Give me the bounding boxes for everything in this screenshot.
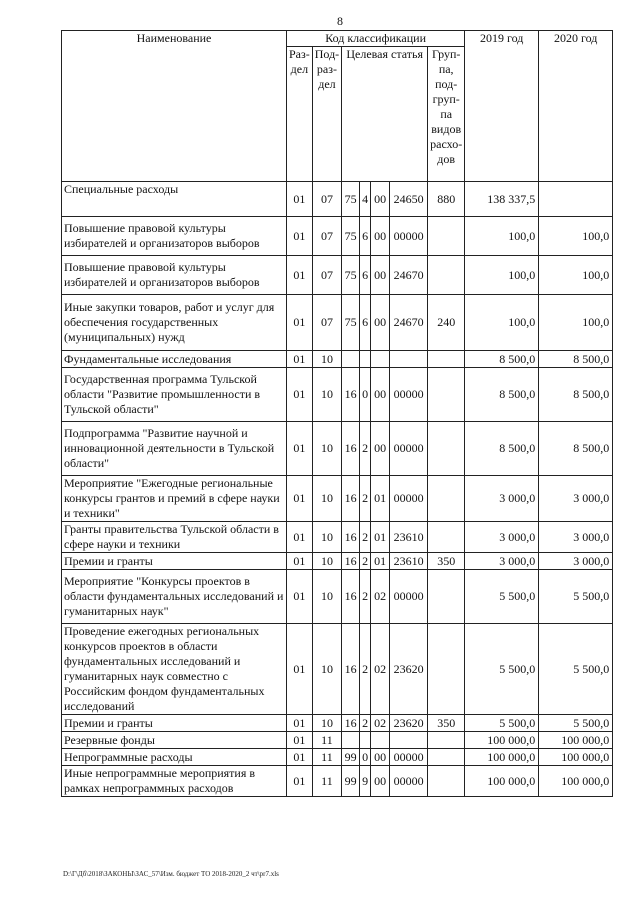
amount-v2019: 5 500,0 <box>465 715 539 732</box>
code-vr: 240 <box>428 295 465 351</box>
amount-v2020: 8 500,0 <box>539 368 613 422</box>
code-pr: 07 <box>312 217 341 256</box>
code-rz: 01 <box>287 422 313 476</box>
code-d: 24650 <box>390 182 428 217</box>
budget-table <box>61 30 613 797</box>
table-row <box>62 256 613 295</box>
amount-v2020: 5 500,0 <box>539 570 613 624</box>
table-row <box>62 368 613 422</box>
table-row <box>62 217 613 256</box>
amount-v2019: 100 000,0 <box>465 766 539 797</box>
code-d: 00000 <box>390 476 428 522</box>
code-rz: 01 <box>287 732 313 749</box>
code-pr: 10 <box>312 368 341 422</box>
table-row <box>62 715 613 732</box>
header-subsection: Под-раз-дел <box>312 47 341 182</box>
code-vr <box>428 522 465 553</box>
amount-v2020: 3 000,0 <box>539 476 613 522</box>
row-name: Гранты правительства Тульской области в сфере науки и техники <box>62 522 287 553</box>
code-a <box>342 351 360 368</box>
code-vr <box>428 256 465 295</box>
amount-v2020: 3 000,0 <box>539 553 613 570</box>
code-vr <box>428 217 465 256</box>
amount-v2020: 100,0 <box>539 217 613 256</box>
code-c: 01 <box>371 522 390 553</box>
row-name: Подпрограмма "Развитие научной и инновационной деятельности в Тульской области" <box>62 422 287 476</box>
code-a: 16 <box>342 476 360 522</box>
code-a: 99 <box>342 749 360 766</box>
table-row <box>62 624 613 715</box>
code-c: 00 <box>371 766 390 797</box>
code-a: 16 <box>342 422 360 476</box>
table-row <box>62 766 613 797</box>
row-name: Премии и гранты <box>62 715 287 732</box>
code-d: 23620 <box>390 715 428 732</box>
amount-v2019: 5 500,0 <box>465 624 539 715</box>
table-row <box>62 422 613 476</box>
code-b: 2 <box>360 624 371 715</box>
code-b <box>360 351 371 368</box>
code-a: 16 <box>342 522 360 553</box>
amount-v2019: 100,0 <box>465 295 539 351</box>
code-rz: 01 <box>287 182 313 217</box>
row-name: Проведение ежегодных региональных конкурсов проектов в области фундаментальных исследований и гуманитарных наук совместно с Российским фондом фундаментальных исследований <box>62 624 287 715</box>
amount-v2020: 8 500,0 <box>539 422 613 476</box>
amount-v2019: 3 000,0 <box>465 553 539 570</box>
table-row <box>62 570 613 624</box>
code-b: 0 <box>360 368 371 422</box>
code-vr <box>428 476 465 522</box>
code-b: 2 <box>360 553 371 570</box>
header-section: Раз-дел <box>287 47 313 182</box>
amount-v2019: 3 000,0 <box>465 522 539 553</box>
code-d: 24670 <box>390 295 428 351</box>
file-path-footer: D:\Г\Дб\2018\ЗАКОНЫ\ЗАС_57\Изм. бюджет ТО 2018-2020_2 чт\pr7.xls <box>63 870 279 878</box>
amount-v2020: 5 500,0 <box>539 715 613 732</box>
code-vr <box>428 766 465 797</box>
code-a: 75 <box>342 217 360 256</box>
code-d: 23610 <box>390 522 428 553</box>
code-b: 2 <box>360 476 371 522</box>
code-vr <box>428 749 465 766</box>
code-vr <box>428 351 465 368</box>
code-rz: 01 <box>287 522 313 553</box>
amount-v2019: 8 500,0 <box>465 422 539 476</box>
header-group: Груп-па, под-груп-па видов расхо-дов <box>428 47 465 182</box>
code-d: 24670 <box>390 256 428 295</box>
code-rz: 01 <box>287 295 313 351</box>
code-rz: 01 <box>287 368 313 422</box>
code-rz: 01 <box>287 624 313 715</box>
table-row <box>62 749 613 766</box>
table-row <box>62 351 613 368</box>
code-c: 00 <box>371 256 390 295</box>
code-a: 16 <box>342 624 360 715</box>
page-number: 8 <box>337 14 343 28</box>
code-pr: 11 <box>312 749 341 766</box>
code-rz: 01 <box>287 749 313 766</box>
code-d: 23620 <box>390 624 428 715</box>
code-vr <box>428 422 465 476</box>
row-name: Специальные расходы <box>62 182 287 217</box>
amount-v2020: 100 000,0 <box>539 749 613 766</box>
code-c: 00 <box>371 182 390 217</box>
amount-v2019: 5 500,0 <box>465 570 539 624</box>
amount-v2020: 5 500,0 <box>539 624 613 715</box>
amount-v2020: 100,0 <box>539 295 613 351</box>
code-vr <box>428 368 465 422</box>
code-pr: 10 <box>312 624 341 715</box>
code-d <box>390 351 428 368</box>
code-c <box>371 732 390 749</box>
row-name: Фундаментальные исследования <box>62 351 287 368</box>
code-a: 16 <box>342 368 360 422</box>
code-pr: 10 <box>312 715 341 732</box>
code-d: 23610 <box>390 553 428 570</box>
code-pr: 10 <box>312 476 341 522</box>
code-b: 4 <box>360 182 371 217</box>
amount-v2020: 100,0 <box>539 256 613 295</box>
code-c: 00 <box>371 217 390 256</box>
code-rz: 01 <box>287 766 313 797</box>
row-name: Резервные фонды <box>62 732 287 749</box>
code-a: 75 <box>342 295 360 351</box>
table-row <box>62 732 613 749</box>
code-b: 6 <box>360 217 371 256</box>
code-pr: 07 <box>312 295 341 351</box>
code-b: 6 <box>360 256 371 295</box>
code-a <box>342 732 360 749</box>
amount-v2020: 100 000,0 <box>539 766 613 797</box>
code-vr <box>428 732 465 749</box>
amount-v2019: 100,0 <box>465 217 539 256</box>
row-name: Премии и гранты <box>62 553 287 570</box>
code-c: 00 <box>371 295 390 351</box>
code-a: 75 <box>342 182 360 217</box>
code-d: 00000 <box>390 422 428 476</box>
table-row <box>62 476 613 522</box>
code-c: 02 <box>371 570 390 624</box>
code-pr: 11 <box>312 732 341 749</box>
code-rz: 01 <box>287 217 313 256</box>
row-name: Мероприятие "Конкурсы проектов в области фундаментальных исследований и гуманитарных наук" <box>62 570 287 624</box>
code-b: 2 <box>360 422 371 476</box>
table-row <box>62 522 613 553</box>
amount-v2019: 8 500,0 <box>465 368 539 422</box>
code-vr: 880 <box>428 182 465 217</box>
code-b: 0 <box>360 749 371 766</box>
amount-v2020: 3 000,0 <box>539 522 613 553</box>
code-b: 2 <box>360 522 371 553</box>
code-a: 16 <box>342 715 360 732</box>
header-code: Код классификации <box>287 31 465 47</box>
code-d: 00000 <box>390 217 428 256</box>
code-rz: 01 <box>287 256 313 295</box>
amount-v2019: 100,0 <box>465 256 539 295</box>
amount-v2020: 100 000,0 <box>539 732 613 749</box>
header-target: Целевая статья <box>342 47 428 182</box>
code-d: 00000 <box>390 749 428 766</box>
code-rz: 01 <box>287 570 313 624</box>
code-rz: 01 <box>287 476 313 522</box>
code-c: 00 <box>371 422 390 476</box>
code-pr: 11 <box>312 766 341 797</box>
code-b: 9 <box>360 766 371 797</box>
code-d: 00000 <box>390 570 428 624</box>
code-c <box>371 351 390 368</box>
code-rz: 01 <box>287 553 313 570</box>
amount-v2019: 8 500,0 <box>465 351 539 368</box>
code-a: 99 <box>342 766 360 797</box>
code-rz: 01 <box>287 715 313 732</box>
row-name: Мероприятие "Ежегодные региональные конкурсы грантов и премий в сфере науки и техники" <box>62 476 287 522</box>
code-c: 00 <box>371 368 390 422</box>
amount-v2020 <box>539 182 613 217</box>
amount-v2019: 3 000,0 <box>465 476 539 522</box>
code-vr: 350 <box>428 715 465 732</box>
code-pr: 10 <box>312 351 341 368</box>
code-a: 16 <box>342 570 360 624</box>
code-b: 6 <box>360 295 371 351</box>
code-c: 01 <box>371 553 390 570</box>
code-pr: 07 <box>312 182 341 217</box>
row-name: Непрограммные расходы <box>62 749 287 766</box>
table-row <box>62 553 613 570</box>
row-name: Повышение правовой культуры избирателей и организаторов выборов <box>62 217 287 256</box>
code-pr: 10 <box>312 553 341 570</box>
code-d <box>390 732 428 749</box>
code-c: 00 <box>371 749 390 766</box>
header-2020: 2020 год <box>539 31 613 182</box>
amount-v2020: 8 500,0 <box>539 351 613 368</box>
code-c: 02 <box>371 624 390 715</box>
table-row <box>62 295 613 351</box>
code-c: 01 <box>371 476 390 522</box>
code-a: 16 <box>342 553 360 570</box>
code-rz: 01 <box>287 351 313 368</box>
code-pr: 10 <box>312 570 341 624</box>
code-d: 00000 <box>390 766 428 797</box>
code-b: 2 <box>360 570 371 624</box>
table-row <box>62 182 613 217</box>
amount-v2019: 100 000,0 <box>465 732 539 749</box>
row-name: Государственная программа Тульской области "Развитие промышленности в Тульской области" <box>62 368 287 422</box>
header-name: Наименование <box>62 31 287 182</box>
amount-v2019: 100 000,0 <box>465 749 539 766</box>
row-name: Иные непрограммные мероприятия в рамках непрограммных расходов <box>62 766 287 797</box>
code-a: 75 <box>342 256 360 295</box>
code-pr: 07 <box>312 256 341 295</box>
code-pr: 10 <box>312 422 341 476</box>
code-vr <box>428 570 465 624</box>
row-name: Повышение правовой культуры избирателей и организаторов выборов <box>62 256 287 295</box>
budget-table-body <box>62 182 613 797</box>
row-name: Иные закупки товаров, работ и услуг для обеспечения государственных (муниципальных) нужд <box>62 295 287 351</box>
amount-v2019: 138 337,5 <box>465 182 539 217</box>
header-2019: 2019 год <box>465 31 539 182</box>
code-vr <box>428 624 465 715</box>
code-pr: 10 <box>312 522 341 553</box>
code-vr: 350 <box>428 553 465 570</box>
code-b: 2 <box>360 715 371 732</box>
code-d: 00000 <box>390 368 428 422</box>
code-b <box>360 732 371 749</box>
code-c: 02 <box>371 715 390 732</box>
